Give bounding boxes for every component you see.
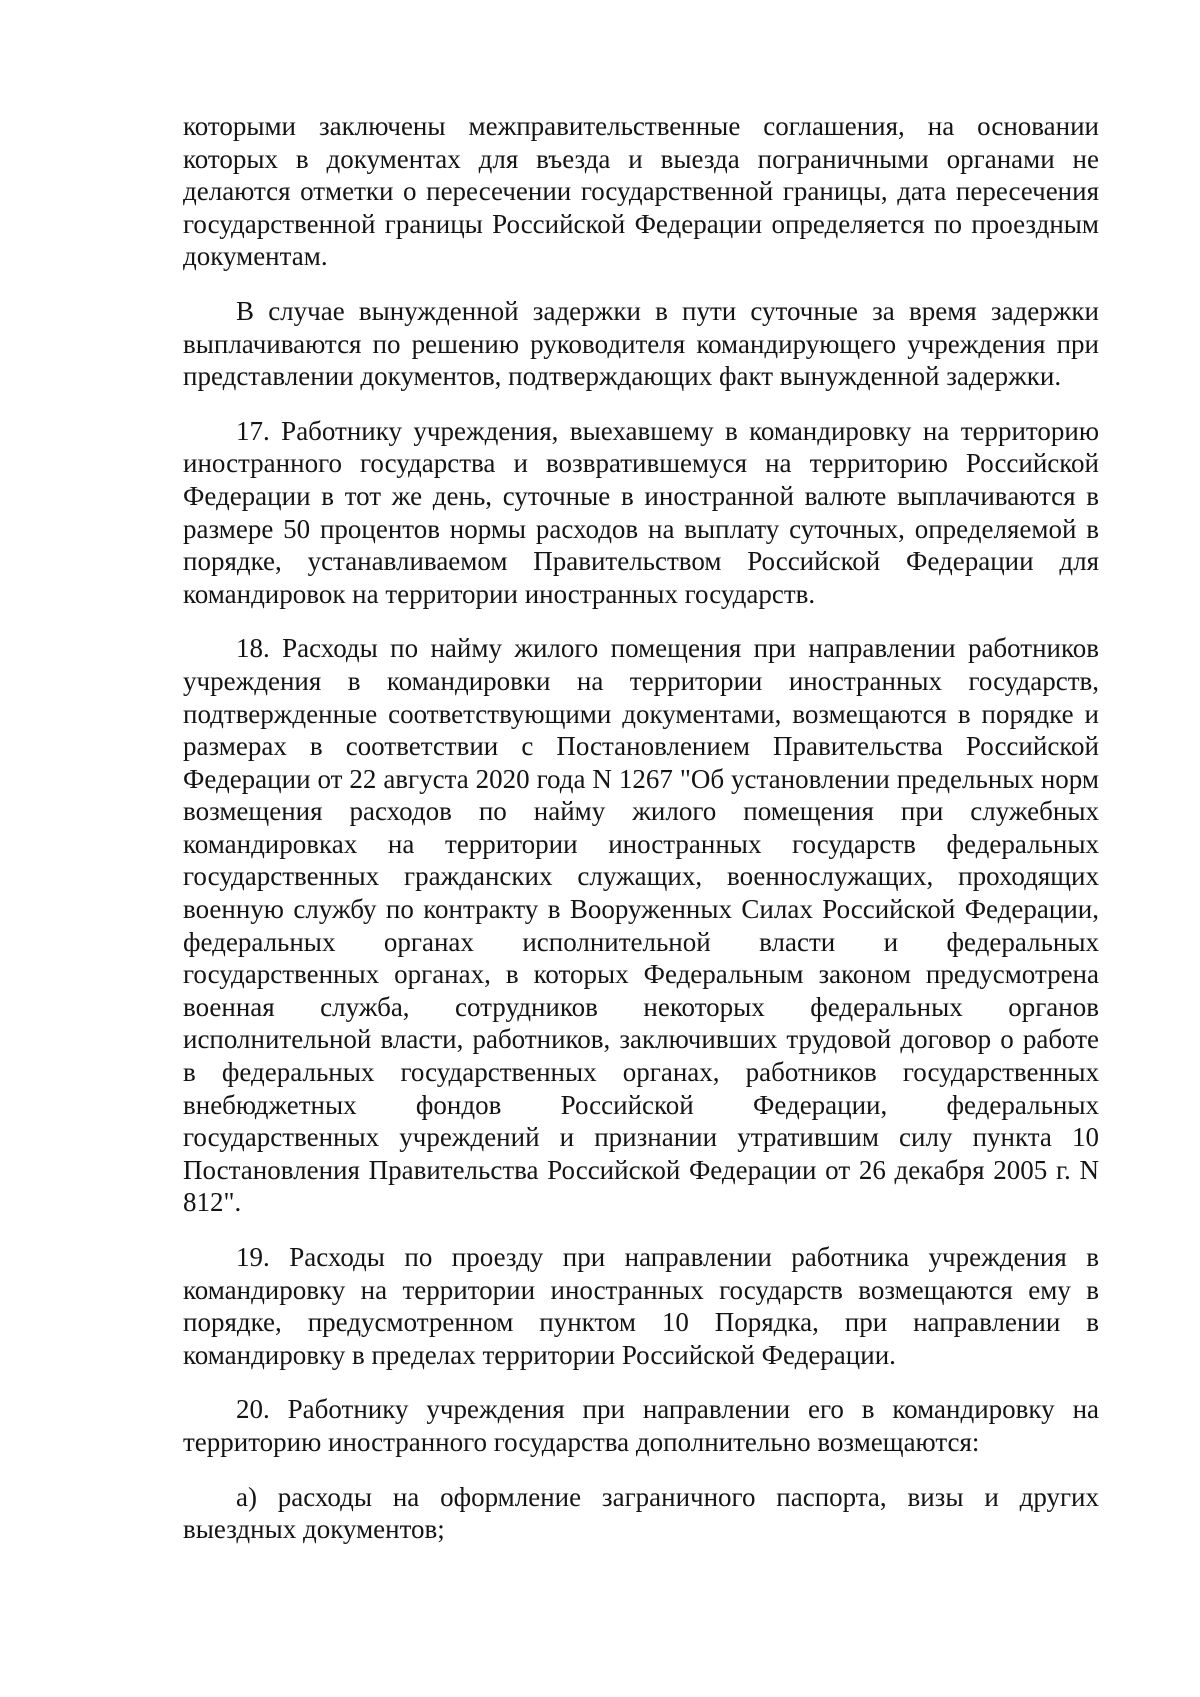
text-line: подтвержденные соответствующими документами, возмещаются в порядке и	[183, 698, 1099, 729]
paragraph-item-20-a	[183, 1481, 1099, 1546]
text-line: делаются отметки о пересечении государственной границы, дата пересечения	[183, 176, 1099, 207]
text-line: командировок на территории иностранных государств.	[183, 578, 816, 609]
text-line: которыми заключены межправительственные соглашения, на основании	[183, 111, 1099, 141]
paragraph-item-19	[183, 1241, 1099, 1371]
text-line: порядке, предусмотренном пунктом 10 Порядка, при направлении в	[183, 1307, 1099, 1338]
text-line: 20. Работнику учреждения при направлении его в командировку на	[236, 1394, 1099, 1425]
text-line: документам.	[183, 241, 328, 272]
text-line: военную службу по контракту в Вооруженных Силах Российской Федерации,	[183, 894, 1099, 925]
text-line: представлении документов, подтверждающих факт вынужденной задержки.	[183, 361, 1062, 392]
text-line: командировках на территории иностранных государств федеральных	[183, 828, 1099, 859]
text-line: 19. Расходы по проезду при направлении работника учреждения в	[236, 1242, 1099, 1272]
text-line: территорию иностранного государства дополнительно возмещаются:	[183, 1426, 980, 1457]
text-line: государственных органах, в которых Федеральным законом предусмотрена	[183, 959, 1099, 990]
text-line: 18. Расходы по найму жилого помещения при направлении работников	[236, 633, 1099, 664]
text-line: размере 50 процентов нормы расходов на выплату суточных, определяемой в	[183, 513, 1099, 544]
text-line: федеральных органах исполнительной власти и федеральных	[183, 926, 1099, 957]
text-line: возмещения расходов по найму жилого помещения при служебных	[183, 796, 1099, 827]
paragraph-forced-delay	[183, 295, 1099, 393]
text-line: внебюджетных фондов Российской Федерации, федеральных	[183, 1089, 1099, 1120]
text-line: командировку на территории иностранных государств возмещаются ему в	[183, 1274, 1099, 1305]
text-line: государственных гражданских служащих, военнослужащих, проходящих	[183, 861, 1099, 892]
text-line: государственной границы Российской Федерации определяется по проездным	[183, 208, 1099, 239]
document-body	[183, 110, 1099, 1546]
text-line: исполнительной власти, работников, заключивших трудовой договор о работе	[183, 1024, 1099, 1055]
text-line: Федерации в тот же день, суточные в иностранной валюте выплачиваются в	[183, 480, 1099, 511]
text-line: а) расходы на оформление заграничного паспорта, визы и других	[236, 1481, 1099, 1512]
paragraph-continuation	[183, 110, 1099, 273]
text-line: учреждения в командировки на территории иностранных государств,	[183, 665, 1099, 696]
text-line: размерах в соответствии с Постановлением Правительства Российской	[183, 731, 1099, 762]
text-line: выплачиваются по решению руководителя командирующего учреждения при	[183, 328, 1099, 359]
text-line: Постановления Правительства Российской Федерации от 26 декабря 2005 г. N	[183, 1154, 1099, 1185]
paragraph-item-17	[183, 415, 1099, 611]
text-line: В случае вынужденной задержки в пути суточные за время задержки	[236, 295, 1099, 326]
text-line: которых в документах для въезда и выезда пограничными органами не	[183, 143, 1099, 174]
text-line: 812".	[183, 1187, 242, 1218]
text-line: военная служба, сотрудников некоторых федеральных органов	[183, 991, 1099, 1022]
paragraph-item-20	[183, 1393, 1099, 1458]
text-line: иностранного государства и возвратившемуся на территорию Российской	[183, 448, 1099, 479]
text-line: 17. Работнику учреждения, выехавшему в командировку на территорию	[236, 415, 1099, 446]
paragraph-item-18	[183, 632, 1099, 1219]
text-line: выездных документов;	[183, 1514, 445, 1545]
text-line: порядке, устанавливаемом Правительством Российской Федерации для	[183, 546, 1099, 577]
text-line: государственных учреждений и признании утратившим силу пункта 10	[183, 1122, 1099, 1153]
text-line: в федеральных государственных органах, работников государственных	[183, 1057, 1099, 1088]
text-line: Федерации от 22 августа 2020 года N 1267 "Об установлении предельных норм	[183, 763, 1099, 794]
text-line: командировку в пределах территории Российской Федерации.	[183, 1339, 896, 1370]
